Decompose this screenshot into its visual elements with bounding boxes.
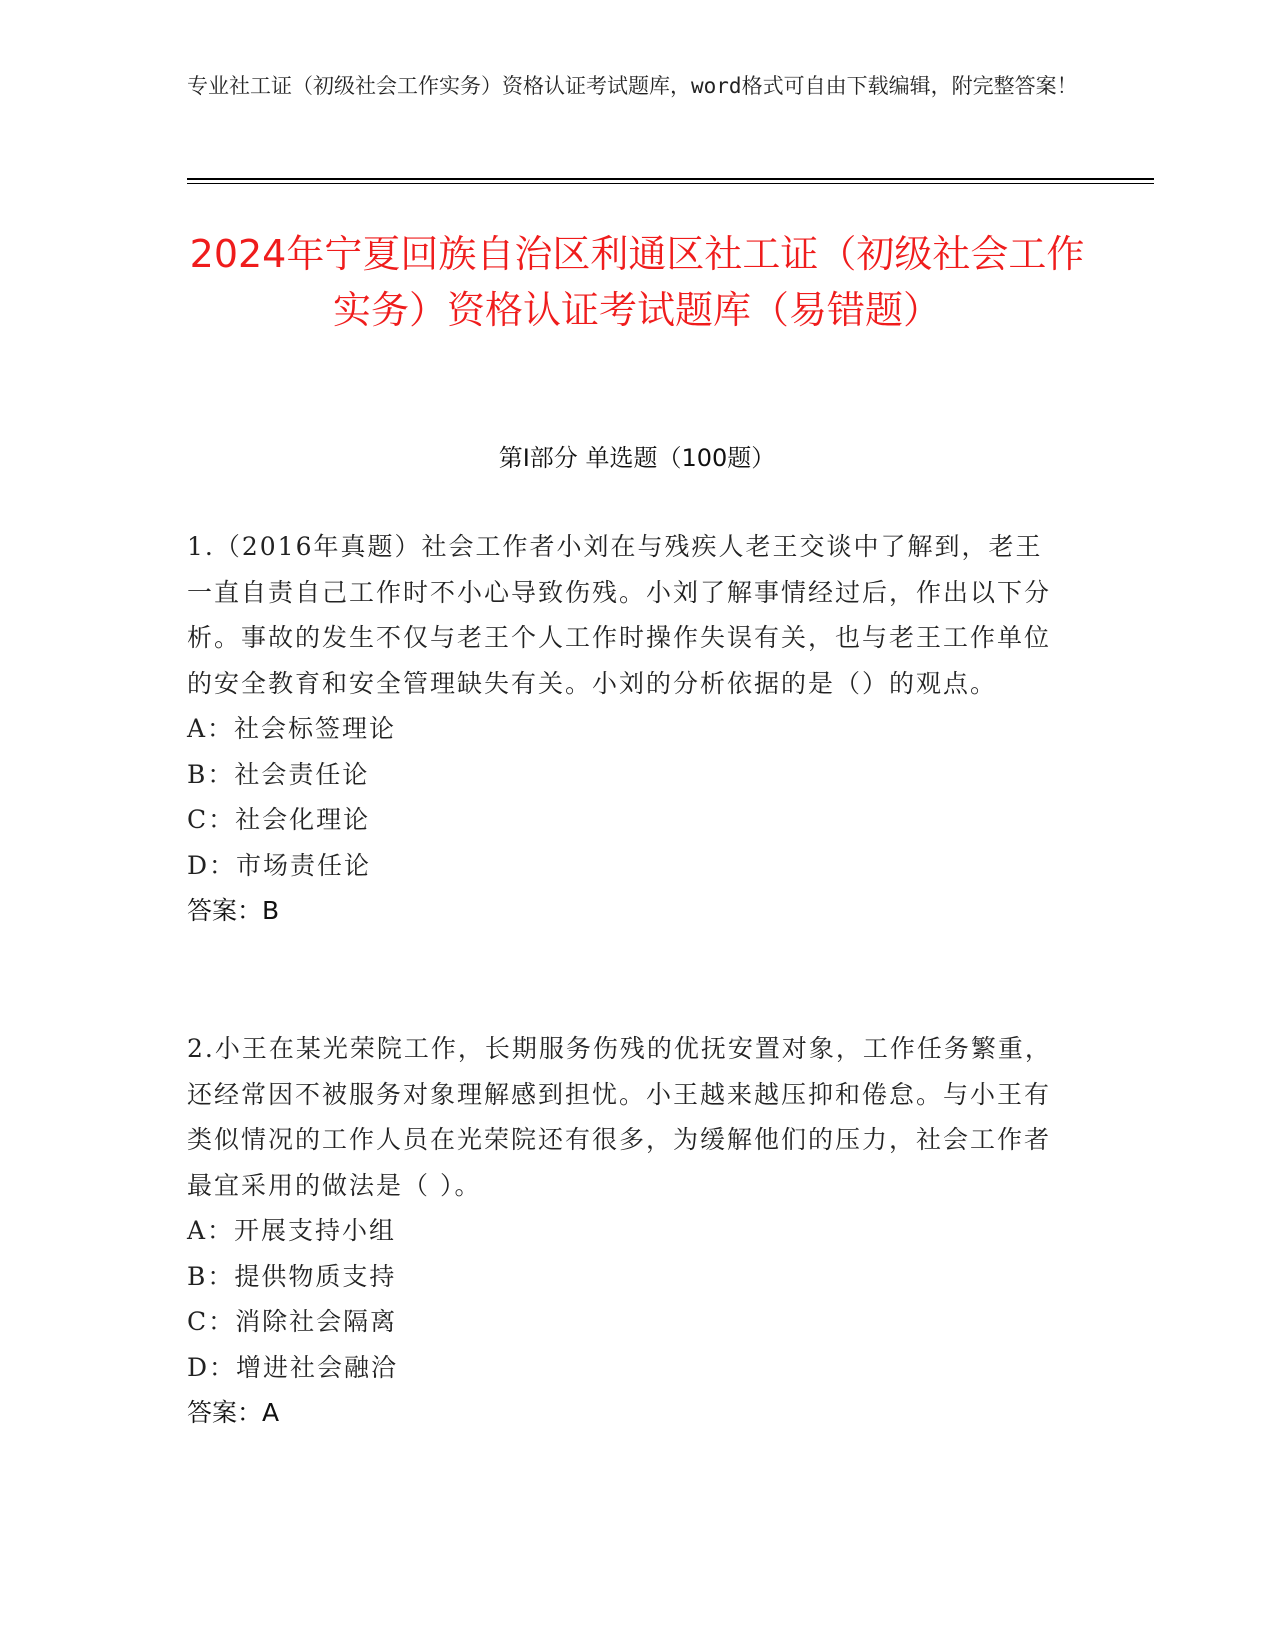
question-2 — [187, 1026, 1067, 1436]
option-a: A：开展支持小组 — [187, 1216, 397, 1245]
header-note: 专业社工证（初级社会工作实务）资格认证考试题库，word格式可自由下载编辑，附完整答案！ — [187, 74, 1078, 98]
option-c: C：社会化理论 — [187, 805, 371, 834]
answer: 答案：B — [187, 896, 280, 925]
answer: 答案：A — [187, 1398, 280, 1427]
question-stem: 2.小王在某光荣院工作，长期服务伤残的优抚安置对象，工作任务繁重，还经常因不被服务对象理解感到担忧。小王越来越压抑和倦怠。与小王有类似情况的工作人员在光荣院还有很多，为缓解他们的压力，社会工作者最宜采用的做法是（ ）。 — [187, 1034, 1052, 1200]
question-1 — [187, 524, 1067, 934]
header-divider-thick — [187, 178, 1154, 180]
option-b: B：社会责任论 — [187, 759, 370, 789]
option-b: B：提供物质支持 — [187, 1261, 397, 1291]
option-d: D：增进社会融洽 — [187, 1352, 399, 1382]
option-c: C：消除社会隔离 — [187, 1307, 398, 1336]
option-d: D：市场责任论 — [187, 850, 372, 880]
question-stem: 1.（2016年真题）社会工作者小刘在与残疾人老王交谈中了解到，老王一直自责自己工作时不小心导致伤残。小刘了解事情经过后，作出以下分析。事故的发生不仅与老王个人工作时操作失误有关，也与老王工作单位的安全教育和安全管理缺失有关。小刘的分析依据的是（）的观点。 — [187, 532, 1052, 698]
option-a: A：社会标签理论 — [187, 714, 397, 743]
header-divider-thin — [187, 183, 1154, 184]
section-title: 第I部分 单选题（100题） — [498, 444, 776, 472]
document-title: 2024年宁夏回族自治区利通区社工证（初级社会工作实务）资格认证考试题库（易错题） — [189, 232, 1085, 332]
